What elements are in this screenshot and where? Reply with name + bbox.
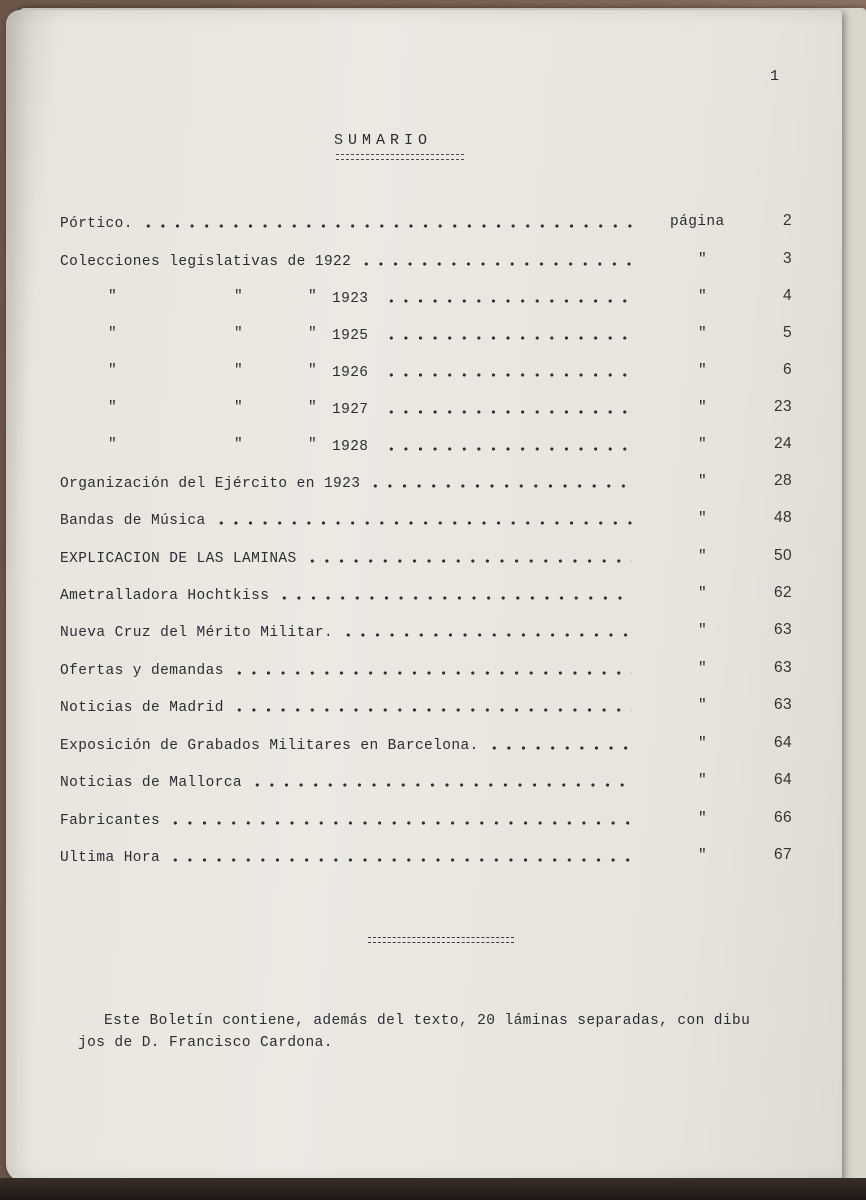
toc-entry-title: Ultima Hora — [60, 850, 161, 866]
ditto-mark: " — [108, 400, 118, 416]
ditto-mark: " — [108, 289, 118, 305]
page-number: 1 — [770, 68, 780, 85]
dot-leader — [384, 336, 632, 340]
ditto-mark: " — [698, 363, 708, 379]
dot-leader — [359, 262, 632, 266]
toc-entry-year: 1923 — [332, 291, 369, 307]
ditto-mark: " — [234, 326, 244, 342]
toc-entry — [6, 212, 842, 238]
toc-entry-year: 1926 — [332, 365, 369, 381]
ditto-mark: " — [698, 549, 708, 565]
toc-entry — [6, 621, 842, 647]
ditto-mark: " — [234, 437, 244, 453]
ditto-mark: " — [698, 623, 708, 639]
toc-entry-title: Pórtico. — [60, 216, 133, 232]
ditto-mark: " — [234, 400, 244, 416]
ditto-mark: " — [698, 698, 708, 714]
ditto-mark: " — [698, 511, 708, 527]
footnote-line-1: Este Boletín contiene, además del texto, 20 láminas separadas, con dibu — [104, 1013, 751, 1029]
ditto-mark: " — [698, 773, 708, 789]
toc-entry — [6, 287, 842, 313]
toc-entry — [6, 398, 842, 424]
toc-entry-page: 2 — [782, 212, 792, 229]
toc-entry-title: Bandas de Música — [60, 513, 206, 529]
toc-entry-page: 64 — [773, 734, 792, 751]
toc-entry-page: 67 — [773, 846, 792, 863]
toc-entry-title: Noticias de Mallorca — [60, 775, 243, 791]
toc-entry-title: EXPLICACION DE LAS LAMINAS — [60, 551, 297, 567]
toc-entry — [6, 771, 842, 797]
toc-entry-year: 1928 — [332, 439, 369, 455]
ditto-mark: " — [108, 363, 118, 379]
ditto-mark: " — [234, 289, 244, 305]
dot-leader — [368, 484, 632, 488]
ditto-mark: " — [698, 586, 708, 602]
toc-entry-page: 63 — [773, 621, 792, 638]
toc-entry-title: Exposición de Grabados Militares en Barcelona. — [60, 738, 479, 754]
table-surface — [0, 1178, 866, 1200]
toc-entry-page: 28 — [773, 472, 792, 489]
ditto-mark: " — [308, 363, 318, 379]
toc-entry-page: 63 — [773, 696, 792, 713]
toc-entry — [6, 472, 842, 498]
dot-leader — [487, 746, 632, 750]
dot-leader — [384, 299, 632, 303]
toc-entry — [6, 547, 842, 573]
toc-entry-title: Fabricantes — [60, 813, 161, 829]
toc-entry-page: 24 — [773, 435, 792, 452]
ditto-mark: " — [698, 252, 708, 268]
ditto-mark: " — [698, 326, 708, 342]
dot-leader — [232, 708, 632, 712]
toc-entry-title: Nueva Cruz del Mérito Militar. — [60, 625, 334, 641]
toc-entry-page: 48 — [773, 509, 792, 526]
document-page — [6, 10, 842, 1182]
toc-entry-page: 3 — [782, 250, 792, 267]
toc-entry — [6, 435, 842, 461]
ditto-mark: " — [698, 661, 708, 677]
toc-entry — [6, 659, 842, 685]
toc-entry-page: 66 — [773, 809, 792, 826]
ditto-mark: " — [698, 289, 708, 305]
dot-leader — [277, 596, 632, 600]
dot-leader — [214, 521, 632, 525]
ditto-mark: " — [698, 811, 708, 827]
footnote — [78, 1010, 818, 1054]
ditto-mark: " — [698, 437, 708, 453]
toc-entry-page: 23 — [773, 398, 792, 415]
ditto-mark: " — [308, 326, 318, 342]
toc-entry-year: 1927 — [332, 402, 369, 418]
ditto-mark: " — [308, 437, 318, 453]
page-title: SUMARIO — [334, 132, 433, 149]
toc-entry-title: Noticias de Madrid — [60, 700, 224, 716]
toc-entry-title: Colecciones legislativas de 1922 — [60, 254, 352, 270]
ditto-mark: " — [698, 400, 708, 416]
toc-entry-page: 64 — [773, 771, 792, 788]
ditto-mark: " — [108, 437, 118, 453]
toc-entry-title: Ofertas y demandas — [60, 663, 224, 679]
ditto-mark: " — [698, 736, 708, 752]
toc-entry — [6, 584, 842, 610]
toc-entry-title: Ametralladora Hochtkiss — [60, 588, 270, 604]
dot-leader — [384, 410, 632, 414]
dot-leader — [232, 671, 632, 675]
ditto-mark: " — [108, 326, 118, 342]
dot-leader — [168, 858, 632, 862]
toc-entry-page: 62 — [773, 584, 792, 601]
toc-entry-page: 6 — [782, 361, 792, 378]
toc-entry — [6, 250, 842, 276]
ditto-mark: " — [308, 289, 318, 305]
table-of-contents — [6, 10, 842, 1182]
ditto-mark: " — [698, 474, 708, 490]
section-divider — [368, 937, 514, 943]
toc-entry — [6, 809, 842, 835]
toc-entry-title: Organización del Ejército en 1923 — [60, 476, 361, 492]
ditto-mark: " — [308, 400, 318, 416]
toc-entry — [6, 361, 842, 387]
ditto-mark: " — [698, 848, 708, 864]
dot-leader — [341, 633, 632, 637]
toc-entry — [6, 846, 842, 872]
dot-leader — [384, 373, 632, 377]
toc-entry-page: 63 — [773, 659, 792, 676]
page-column-label: página — [670, 214, 725, 230]
dot-leader — [305, 559, 632, 563]
dot-leader — [141, 224, 632, 228]
dot-leader — [384, 447, 632, 451]
toc-entry-page: 4 — [782, 287, 792, 304]
toc-entry — [6, 734, 842, 760]
dot-leader — [250, 783, 632, 787]
dot-leader — [168, 821, 632, 825]
toc-entry — [6, 509, 842, 535]
toc-entry-page: 5 — [782, 324, 792, 341]
toc-entry — [6, 696, 842, 722]
toc-entry — [6, 324, 842, 350]
toc-entry-year: 1925 — [332, 328, 369, 344]
footnote-line-2: jos de D. Francisco Cardona. — [78, 1035, 333, 1051]
ditto-mark: " — [234, 363, 244, 379]
toc-entry-page: 50 — [773, 547, 792, 564]
